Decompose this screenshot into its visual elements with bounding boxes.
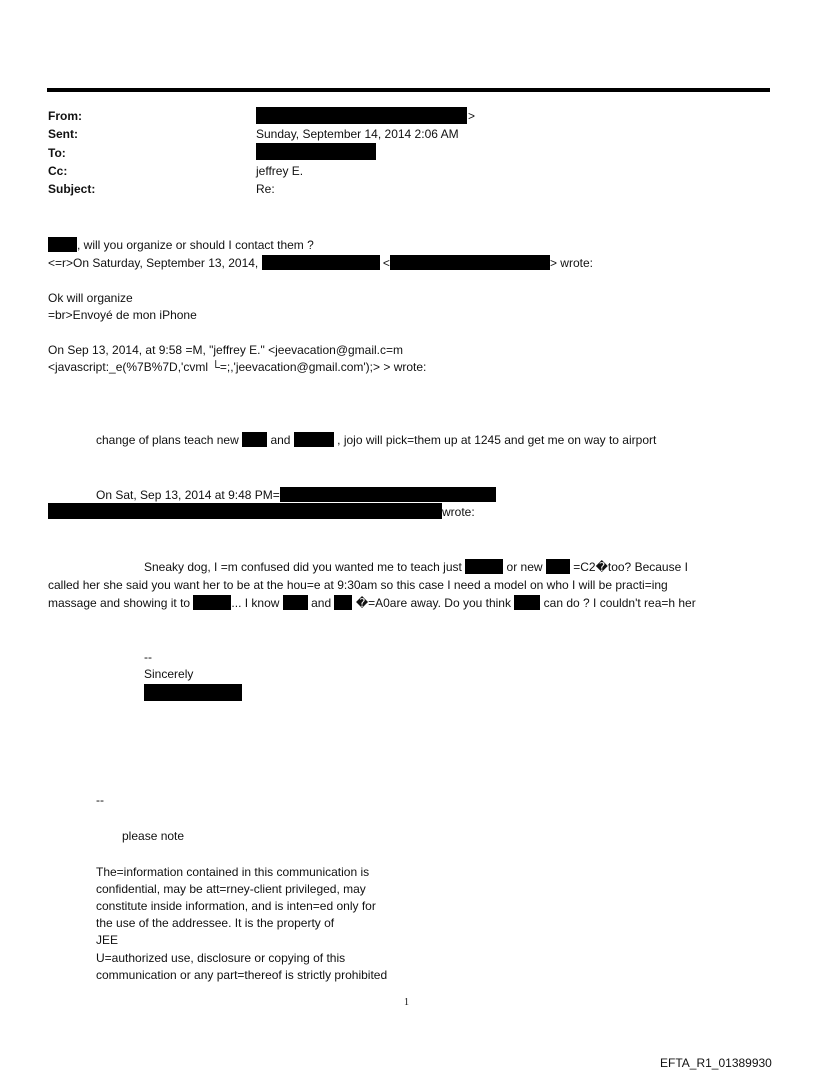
disclaimer-line-6: U=authorized use, disclosure or copying of this <box>96 951 346 965</box>
redaction-inline <box>334 595 352 610</box>
redaction-inline <box>283 595 308 610</box>
cc-label: Cc: <box>48 164 68 178</box>
sincerely: Sincerely <box>144 667 194 681</box>
disclaimer-line-5: JEE <box>96 933 119 947</box>
document-id: EFTA_R1_01389930 <box>660 1056 772 1070</box>
from-label: From: <box>48 109 82 123</box>
body-line-3: Ok will organize <box>48 291 133 305</box>
redaction-sender <box>48 503 442 519</box>
sneaky-line-2: called her she said you want her to be at the hou=e at 9:30am so this case I need a model on who I will be practi=ing <box>48 578 668 592</box>
please-note: please note <box>122 829 185 843</box>
disclaimer-line-3: constitute inside information, and is inten=ed only for <box>96 899 376 913</box>
body-line-1: , will you organize or should I contact them ? <box>48 237 314 253</box>
sneaky-line-3: massage and showing it to ... I know and �=A0are away. Do you think can do ? I couldn't rea=h her <box>48 596 696 610</box>
sat-line: On Sat, Sep 13, 2014 at 9:48 PM= <box>96 487 496 503</box>
to-label: To: <box>48 146 66 160</box>
separator-dashes: -- <box>96 793 104 807</box>
disclaimer-line-1: The=information contained in this communication is <box>96 865 370 879</box>
subject-label: Subject: <box>48 182 96 196</box>
redaction-inline <box>294 432 334 447</box>
redaction-inline <box>193 595 231 610</box>
sent-value: Sunday, September 14, 2014 2:06 AM <box>256 127 459 141</box>
sneaky-line-1: Sneaky dog, I =m confused did you wanted me to teach just or new =C2�too? Because I <box>144 560 688 574</box>
disclaimer-line-2: confidential, may be att=rney-client privileged, may <box>96 882 366 896</box>
from-tail: > <box>468 109 476 123</box>
redaction-to <box>256 143 376 160</box>
redaction-inline <box>514 595 540 610</box>
redaction-inline <box>390 255 550 270</box>
redaction-inline <box>48 237 77 252</box>
redaction-inline <box>546 559 570 574</box>
disclaimer-line-4: the use of the addressee. It is the property of <box>96 916 335 930</box>
disclaimer-line-7: communication or any part=thereof is strictly prohibited <box>96 968 388 982</box>
redaction-inline <box>465 559 503 574</box>
cc-value: jeffrey E. <box>256 164 304 178</box>
redaction-inline <box>242 432 267 447</box>
subject-value: Re: <box>256 182 275 196</box>
redaction-inline <box>262 255 380 270</box>
sat-wrote: wrote: <box>442 505 475 519</box>
body-line-4: =br>Envoyé de mon iPhone <box>48 308 197 322</box>
body-line-2: <=r>On Saturday, September 13, 2014, < > wrote: <box>48 256 593 270</box>
plans-line: change of plans teach new and , jojo will pick=them up at 1245 and get me on way to airport <box>96 433 657 447</box>
body-line-5: On Sep 13, 2014, at 9:58 =M, "jeffrey E." <jeevacation@gmail.c=m <box>48 343 404 357</box>
header-rule <box>47 88 770 92</box>
redaction-inline <box>280 487 496 502</box>
signature-dashes: -- <box>144 650 152 664</box>
redaction-signature <box>144 684 242 701</box>
body-line-6: <javascript:_e(%7B%7D,'cvml └=;,'jeevacation@gmail.com');> > wrote: <box>48 360 427 374</box>
page-number: 1 <box>404 997 409 1008</box>
sent-label: Sent: <box>48 127 78 141</box>
redaction-from <box>256 107 467 124</box>
